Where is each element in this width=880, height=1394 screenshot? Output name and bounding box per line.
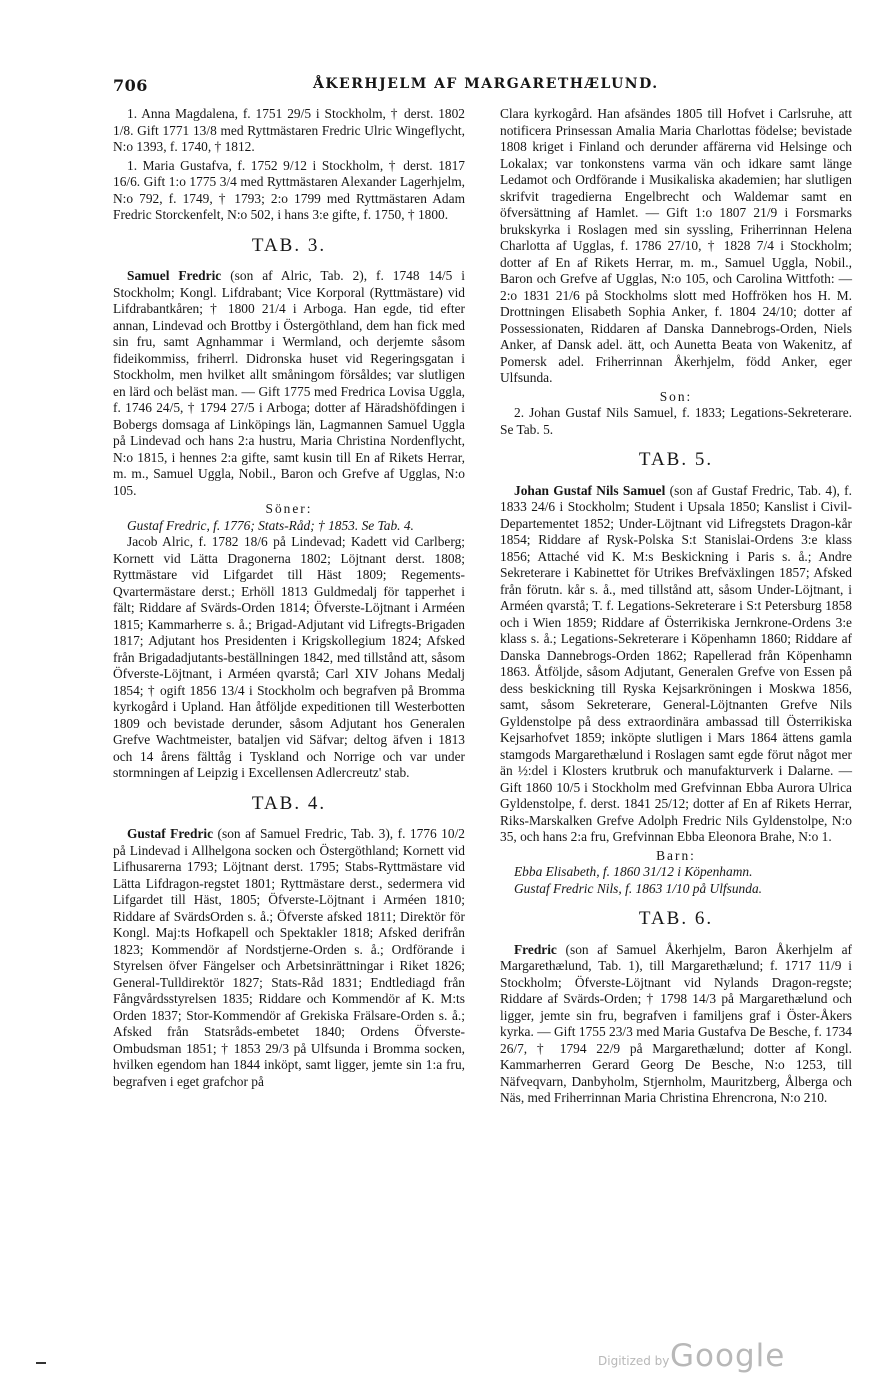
margin-mark [36,1362,46,1364]
tab4-son-heading: Son: [659,388,693,404]
tab3-son-jacob: Jacob Alric, f. 1782 18/6 på Lindevad; Kadett vid Carlberg; Kornett vid Lätta Dragonerna 1802; Löjtnant derst. 1808; Ryttmästare vid Lifgardet till Häst 1809; Regements-Qvartermästare derst.; Erhöll 1813 Guldmedalj för tapperhet i fält; Riddare af Svärds-Orden 1814; Öfverste-Löjtnant i Arméen 1815; Kammarherre s. å.; Brigad-Adjutant vid Lifregts-Brigaden 1817; Adjutant hos Presidenten i Krigskollegium 1824; Afsked från Brigadadjutants-beställningen 1842, med tillstånd att, såsom Öfverste-Löjtnant, i Arméen qvarstå; Carl XIV Johans Medalj 1854; † ogift 1856 13/4 i Stockholm och begrafven på Bromma kyrkogård i Upland. Han åtföljde expeditionen till Westerbotten 1809 och bevistade derunder, såsom Adjutant hos Generalen Grefve Wachtmeister, bataljen vid Säfvar; deltog äfven i 1813 och 14 årens fälttåg i Tyskland och Norrige och var under stormningen af Leipzig i Excellensen Adlercreutz' stab. [113,534,465,780]
tab4-name: Gustaf Fredric [127,826,214,841]
left-column [113,106,465,1092]
tab6-heading: TAB. 6. [638,908,714,929]
tab3-son-gustaf: Gustaf Fredric, f. 1776; Stats-Råd; † 1853. Se Tab. 4. [127,517,414,533]
tab5-child-ebba: Ebba Elisabeth, f. 1860 31/12 i Köpenhamn. [514,864,753,879]
watermark-caption: Digitized by [598,1354,670,1368]
tab5-heading: TAB. 5. [638,449,714,470]
tab4-body: (son af Samuel Fredric, Tab. 3), f. 1776 10/2 på Lindevad i Allhelgona socken och Östergöthland; Kornett vid Lifhusarerna 1793; Löjtnant derst. 1795; Stabs-Ryttmästare vid Lätta Lifdragon-regstet 1801; Ryttmästare derst., sedermera vid Lifgardet till Häst, 1805; Öfverste-Löjtnant i Arméen 1810; Riddare af SvärdsOrden s. å.; Öfverste afsked 1811; Direktör för Kongl. Maj:ts Hofkapell och Spektakler 1818; Afsked derifrån 1823; Kommendör af Nordstjerne-Orden s. å.; Ordförande i Styrelsen öfver Fängelser och Arbetsinrättningar i Riket 1826; General-Tulldirektör 1827; Stats-Råd 1831; Endtlediagd från Fångvårdsstyrelsen 1835; Riddare och Kommendör af K. M:ts Orden 1837; Stor-Kommendör af Grekiska Frälsare-Orden s. å.; Afsked från Statsråds-embetet 1840; Ordens Öfverste-Ombudsman 1851; † 1853 29/3 på Ulfsunda i Bromma socken, hvilken egendom han 1844 inköpt, samt ligger, jemte sin 1:a fru, begrafven i eget grafchor på [113,826,465,1089]
page-number: 706 [113,76,148,95]
tab5-child-gustaf: Gustaf Fredric Nils, f. 1863 1/10 på Ulfsunda. [514,880,762,896]
page-header [113,76,833,100]
tab5-body: (son af Gustaf Fredric, Tab. 4), f. 1833 24/6 i Stockholm; Student i Upsala 1850; Kanslist i Civil-Departementet 1852; Under-Löjtnant vid Lifregstets Dragon-kår 1854; Riddare af Rysk-Polska S:t Stanislai-Ordens 3:e klass 1856; Attaché vid K. M:s Beskickning i Paris s. å.; Andre Sekreterare i Kabinettet för Utrikes Brefväxlingen 1857; Afsked från förutn. kår s. å., med tillstånd att, såsom Under-Löjtnant, i Arméen qvarstå; T. f. Legations-Sekreterare i S:t Petersburg 1858 och i Wien 1859; Riddare af Österrikiska Jernkrone-Ordens 3:e klass s. å.; Legations-Sekreterare i Köpenhamn 1860; Riddare af Danska Dannebrogs-Orden 1862; Rapellerad från Köpenhamn 1863. Åtföljde, såsom Adjutant, Generalen Grefve von Essen på dess beskickning till Ryska Kejsarkröningen i Moskwa 1856, samt, såsom Sekreterare, General-Löjtnanten Grefve Nils Gyldenstolpe på dess extraordinära ambassad till Österrikiska Kejsarhofvet 1859; inköpte slutligen i Mars 1864 ättens gamla stamgods Margarethælund i Roslagen samt egde förut något mer än ½:del i Klosters krutbruk och manufakturverk i Dalarne. — Gift 1860 10/5 i Stockholm med Grefvinnan Ebba Aurora Ulrica Gyldenstolpe, f. derst. 1841 25/12; dotter af En af Rikets Herrar, Riks-Marskalken Grefve Adolph Fredric Nils Gyldenstolpe, N:o 35, och hans 2:a fru, Grefvinnan Ebba Eleonora Brahe, N:o 1. [500,482,852,844]
tab4-continuation: Clara kyrkogård. Han afsändes 1805 till Hofvet i Carlsruhe, att notificera Prinsessan Amalia Maria Charlottas födelse; bevistade 1808 kriget i Finland och derunder affärerna vid Helsinge och Lokalax; var tonkonstens varma vän och idkare samt länge Ledamot och Ordförande i Musikaliska akademien; har slutligen skrifvit tragedierna Engelbrecht och Waldemar samt en öfversättning af Hamlet. — Gift 1:o 1807 21/9 i Forsmarks brukskyrka i Roslagen med sin syssling, Friherrinnan Helena Charlotta af Ugglas, f. 1786 27/10, † 1828 7/4 i Stockholm; dotter af En af Rikets Herrar, m. m., Samuel Uggla, Nobil., Baron och Grefve af Ugglas, N:o 105, och Carolina Wittfoth: — 2:o 1831 21/6 på Stockholms slott med Hoffröken hos H. M. Drottningen Elisabeth Sophia Anker, f. 1804 24/10; dotter af Possessionaten, Riddaren af Danska Dannebrogs-Orden, Niels Anker, af Dansk adel. ätt, och Aunetta Beata von Wakenitz, af Pomersk adel. Friherrinnan Åkerhjelm, född Anker, eger Ulfsunda. [500,106,852,385]
tab3-heading: TAB. 3. [251,234,327,256]
tab4-heading: TAB. 4. [251,792,327,814]
entry-anna-magdalena: 1. Anna Magdalena, f. 1751 29/5 i Stockholm, † derst. 1802 1/8. Gift 1771 13/8 med Ryttmästaren Fredric Ulric Wingeflycht, N:o 1393, f. 1740, † 1812. [113,106,465,154]
tab3-body: (son af Alric, Tab. 2), f. 1748 14/5 i Stockholm; Kongl. Lifdrabant; Vice Korporal (Ryttmästare) vid Lifdrabantkåren; † 1800 21/4 i Arboga. Han egde, tid efter annan, Lindevad och Brottby i Östergöthland, dem han fick med sin fru, samt Agnhammar i Wermland, och derjemte såsom fideikommiss, friherrl. Didronska huset vid Regeringsgatan i Stockholm, men hvilket allt småningom försåldes; var slutligen en lärd och beläst man. — Gift 1775 med Fredrica Lovisa Uggla, f. 1746 24/5, † 1794 27/5 i Arboga; dotter af Häradshöfdingen i Bobergs domsaga af Linköpings län, Lagmannen Samuel Uggla på Lindevad och hans 2:a hustru, Maria Christina Nordenflycht, N:o 1815, i hennes 2:a gifte, samt kusin till En af Rikets Herrar, m. m., Samuel Uggla, Nobil., Baron och Grefve af Ugglas, N:o 105. [113,268,465,498]
tab3-sons-heading: Söner: [265,501,313,516]
tab3-name: Samuel Fredric [127,268,222,283]
tab3-entry [113,268,465,499]
tab6-name: Fredric [514,941,557,957]
running-title: ÅKERHJELM AF MARGARETHÆLUND. [313,76,659,92]
tab4-son-johan: 2. Johan Gustaf Nils Samuel, f. 1833; Legations-Sekreterare. Se Tab. 5. [500,405,852,437]
right-column [500,106,852,1109]
google-logo: Google [670,1338,786,1374]
tab6-entry [500,942,852,1107]
entry-maria-gustafva: 1. Maria Gustafva, f. 1752 9/12 i Stockholm, † derst. 1817 16/6. Gift 1:o 1775 3/4 med Ryttmästaren Alexander Lagerhjelm, N:o 792, f. 1749, † 1793; 2:o 1799 med Ryttmästaren Adam Fredric Storckenfelt, N:o 502, i hans 3:e gifte, f. 1750, † 1800. [113,157,465,222]
tab5-name: Johan Gustaf Nils Samuel [514,482,666,498]
tab4-entry [113,826,465,1090]
tab5-children-heading: Barn: [656,847,696,863]
tab6-body: (son af Samuel Åkerhjelm, Baron Åkerhjelm af Margarethælund, Tab. 1), till Margarethælund; f. 1717 11/9 i Stockholm; Öfverste-Löjtnant vid Nylands Dragon-regste; Riddare af Svärds-Orden; † 1798 14/3 på Margarethælund och ligger, jemte sin fru, begrafven i familjens graf i Öster-Åkers kyrka. — Gift 1755 23/3 med Maria Gustafva De Besche, f. 1734 26/7, † 1794 22/9 på Margarethælund; dotter af Kongl. Kammarherren Gerard Georg De Besche, N:o 1253, till Näfveqvarn, Danbyholm, Stjernholm, Mauritzberg, Ålberga och Näs, med Friherrinnan Maria Christina Ehrencrona, N:o 210. [500,941,852,1105]
tab5-entry [500,483,852,846]
